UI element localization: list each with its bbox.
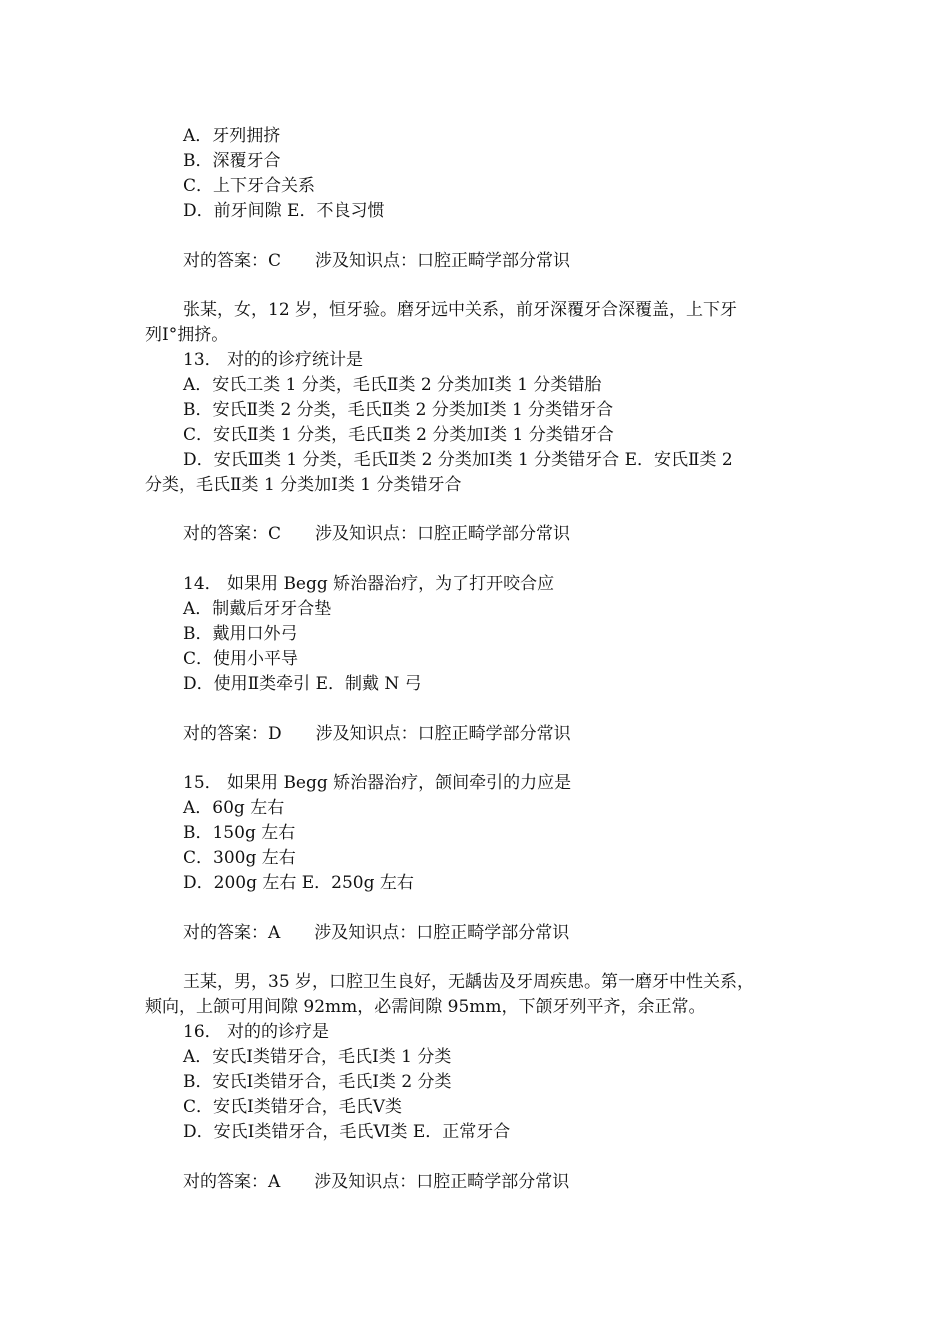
answer-label: 对的答案：C: [183, 524, 282, 544]
option-line: C．安氏Ⅱ类 1 分类，毛氏Ⅱ类 2 分类加Ⅰ类 1 分类错牙合: [183, 425, 614, 445]
question-title: 16． 对的的诊疗是: [183, 1022, 330, 1042]
option-line: C．使用小平导: [183, 649, 299, 669]
option-line-continued: 分类，毛氏Ⅱ类 1 分类加Ⅰ类 1 分类错牙合: [145, 475, 462, 495]
knowledge-point: 涉及知识点：口腔正畸学部分常识: [314, 923, 570, 943]
option-line: C．300g 左右: [183, 848, 296, 868]
option-line: B．深覆牙合: [183, 151, 281, 171]
option-line: D．使用Ⅱ类牵引 E．制戴 N 弓: [183, 674, 422, 694]
option-line: A．制戴后牙牙合垫: [183, 599, 332, 619]
question-title: 15． 如果用 Begg 矫治器治疗，颌间牵引的力应是: [183, 773, 572, 793]
case-text-line: 列Ⅰ°拥挤。: [145, 325, 229, 345]
option-line: A．牙列拥挤: [183, 126, 281, 146]
option-line: D．前牙间隙 E．不良习惯: [183, 201, 385, 221]
option-line: D．安氏Ⅰ类错牙合，毛氏Ⅵ类 E．正常牙合: [183, 1122, 511, 1142]
option-line: C．上下牙合关系: [183, 176, 316, 196]
option-line: C．安氏Ⅰ类错牙合，毛氏Ⅴ类: [183, 1097, 402, 1117]
option-line: D．200g 左右 E．250g 左右: [183, 873, 414, 893]
option-line: B．戴用口外弓: [183, 624, 298, 644]
answer-line: [183, 722, 571, 746]
knowledge-point: 涉及知识点：口腔正畸学部分常识: [315, 724, 571, 744]
answer-line: [183, 249, 570, 273]
option-line: B．150g 左右: [183, 823, 296, 843]
answer-label: 对的答案：D: [183, 724, 282, 744]
question-title: 13． 对的的诊疗统计是: [183, 350, 364, 370]
case-text-line: 颊向，上颌可用间隙 92mm，必需间隙 95mm，下颌牙列平齐，余正常。: [145, 997, 706, 1017]
case-text-line: 张某，女，12 岁，恒牙验。磨牙远中关系，前牙深覆牙合深覆盖，上下牙: [183, 300, 738, 320]
option-line: D．安氏Ⅲ类 1 分类，毛氏Ⅱ类 2 分类加Ⅰ类 1 分类错牙合 E．安氏Ⅱ类 2: [183, 450, 733, 470]
question-title: 14． 如果用 Begg 矫治器治疗，为了打开咬合应: [183, 574, 555, 594]
answer-line: [183, 522, 570, 546]
option-line: B．安氏Ⅰ类错牙合，毛氏Ⅰ类 2 分类: [183, 1072, 452, 1092]
knowledge-point: 涉及知识点：口腔正畸学部分常识: [315, 251, 571, 271]
knowledge-point: 涉及知识点：口腔正畸学部分常识: [314, 1172, 570, 1192]
case-text-line: 王某，男，35 岁，口腔卫生良好，无龋齿及牙周疾患。第一磨牙中性关系，: [183, 972, 755, 992]
option-line: A．安氏工类 1 分类，毛氏Ⅱ类 2 分类加Ⅰ类 1 分类错胎: [183, 375, 602, 395]
knowledge-point: 涉及知识点：口腔正畸学部分常识: [315, 524, 571, 544]
answer-label: 对的答案：A: [183, 1172, 281, 1192]
answer-line: [183, 921, 569, 945]
option-line: B．安氏Ⅱ类 2 分类，毛氏Ⅱ类 2 分类加Ⅰ类 1 分类错牙合: [183, 400, 614, 420]
answer-label: 对的答案：C: [183, 251, 282, 271]
option-line: A．60g 左右: [183, 798, 285, 818]
option-line: A．安氏Ⅰ类错牙合，毛氏Ⅰ类 1 分类: [183, 1047, 452, 1067]
answer-line: [183, 1170, 569, 1194]
answer-label: 对的答案：A: [183, 923, 281, 943]
